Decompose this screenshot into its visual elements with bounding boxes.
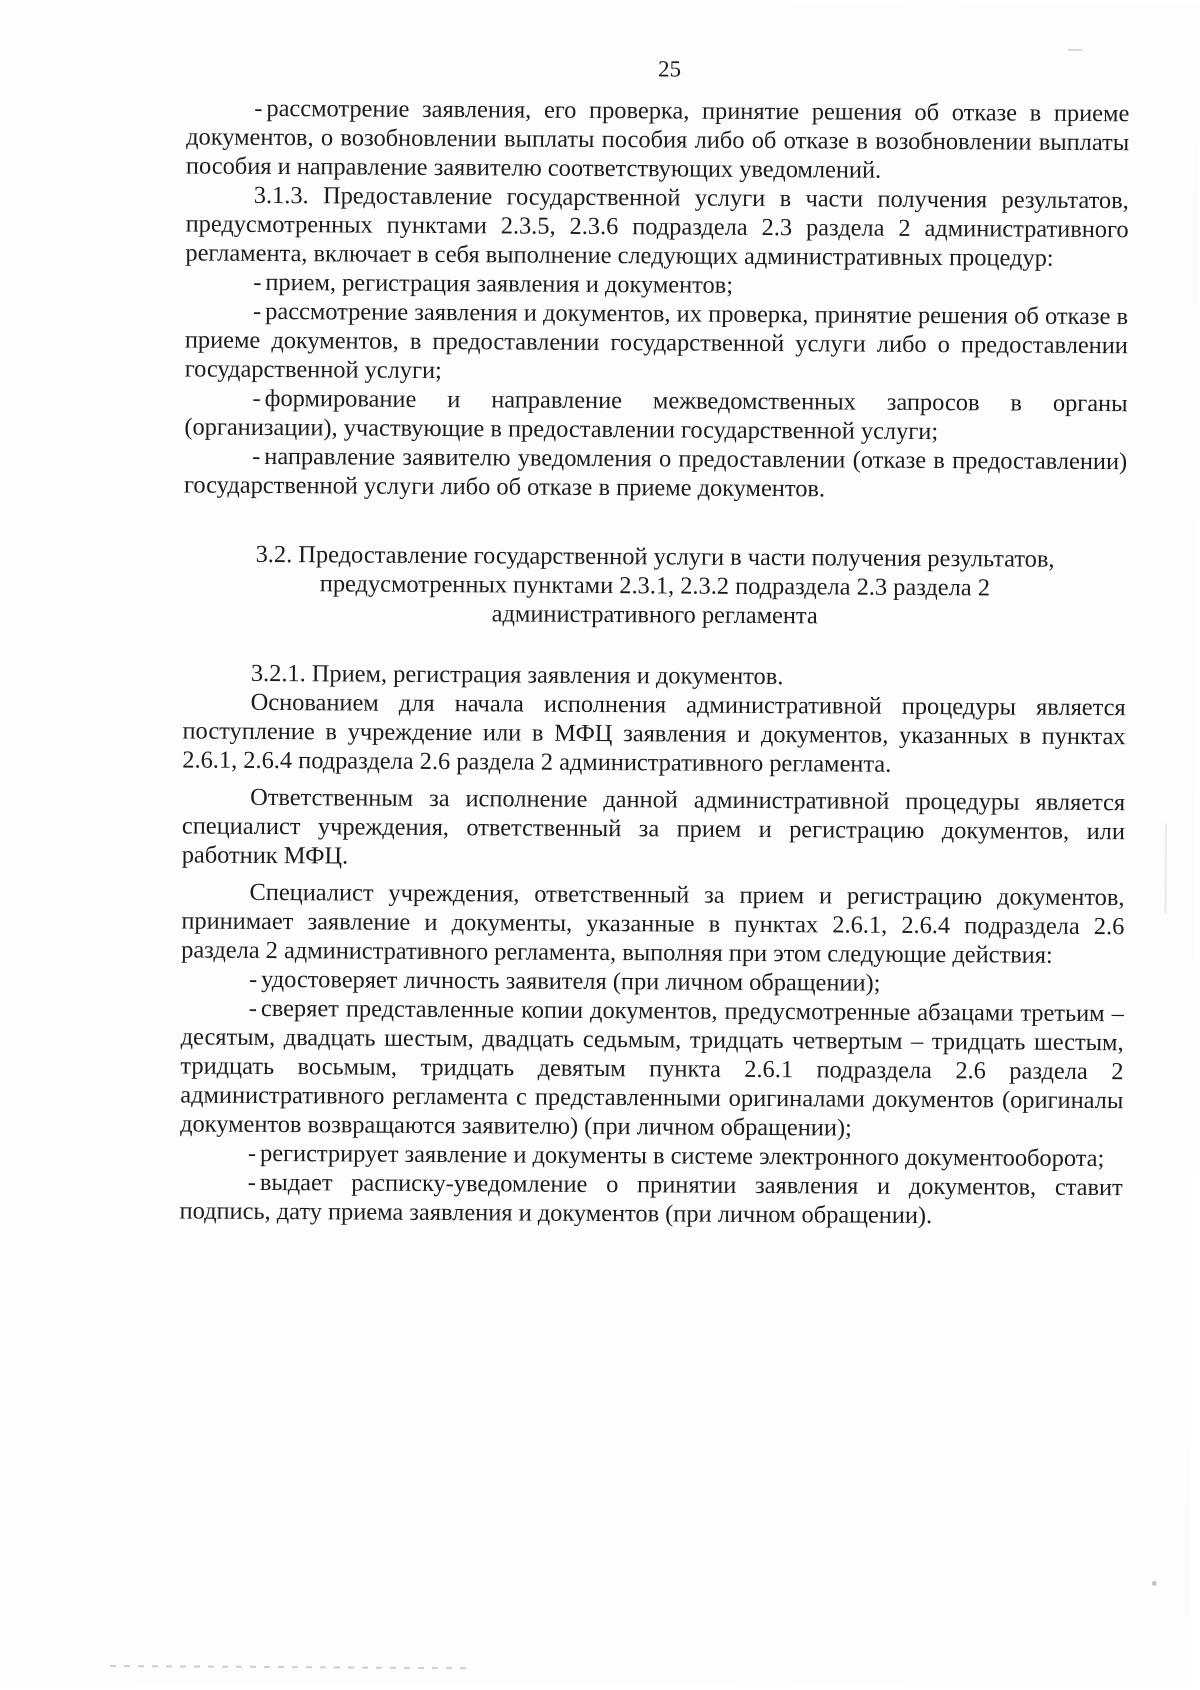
list-item-text: направление заявителю уведомления о предоставлении (отказе в предоставлении) государственной услуги либо об отказе в приеме документов. — [183, 442, 1128, 503]
list-item-text: регистрирует заявление и документы в системе электронного документооборота; — [259, 1139, 1105, 1173]
document-body — [180, 93, 1130, 1231]
list-item-text: выдает расписку-уведомление о принятии заявления и документов, ставит подпись, дату приема заявления и документов (при личном обращении). — [179, 1168, 1123, 1230]
list-item-text: удостоверяет личность заявителя (при личном обращении); — [261, 965, 881, 997]
section-spacer — [184, 499, 1127, 545]
paragraph-basis: Основанием для начала исполнения административной процедуры является поступление в учреждение или в МФЦ заявления и документов, указанных в пунктах 2.6.1, 2.6.4 подраздела 2.6 раздела 2 административного регламента. — [182, 688, 1126, 778]
list-dash: - — [253, 297, 262, 325]
list-item — [184, 441, 1127, 505]
scan-artifact — [1152, 1581, 1156, 1585]
paragraph-3-2-1-title: 3.2.1. Прием, регистрация заявления и документов. — [250, 659, 784, 691]
page-number: 25 — [658, 56, 682, 82]
list-item-text: формирование и направление межведомственных запросов в органы (организации), участвующие в предоставлении государственной услуги; — [184, 384, 1128, 446]
list-dash: - — [253, 268, 262, 296]
section-heading-line: 3.2. Предоставление государственной услуги в части получения результатов, — [255, 540, 1055, 573]
list-item — [185, 296, 1129, 389]
list-item — [180, 993, 1124, 1144]
paragraph-3-1-3: 3.1.3. Предоставление государственной услуги в части получения результатов, предусмотренных пунктами 2.3.5, 2.3.6 подраздела 2.3 раздела 2 административного регламента, включает в себя выполнение следующих административных процедур: — [185, 181, 1129, 272]
list-item — [186, 93, 1130, 186]
list-item-text: прием, регистрация заявления и документов; — [265, 268, 734, 299]
paragraph-specialist: Специалист учреждения, ответственный за прием и регистрацию документов, принимает заявление и документы, указанные в пунктах 2.6.1, 2.6.4 подраздела 2.6 раздела 2 административного регламента, выполняя при этом следующие действия: — [181, 878, 1125, 969]
list-item — [180, 1167, 1123, 1231]
list-item-text: рассмотрение заявления и документов, их проверка, принятие решения об отказе в приеме документов, в предоставлении государственной услуги либо о предоставлении государственной услуги; — [184, 297, 1129, 385]
list-item-text: сверяет представленные копии документов, предусмотренные абзацами третьим – десятым, двадцать шестым, двадцать седьмым, тридцать четвертым – тридцать шестым, тридцать восьмым, тридцать девятым пункта 2.6.1 подраздела 2.6 раздела 2 административного регламента с представленными оригиналами документов (оригиналы документов возвращаются заявителю) (при личном обращении); — [180, 994, 1124, 1142]
section-heading-3-2 — [183, 539, 1127, 632]
section-heading-line: административного регламента — [491, 600, 818, 630]
list-item — [184, 383, 1127, 447]
list-dash: - — [254, 94, 263, 122]
list-dash: - — [247, 1168, 256, 1196]
list-dash: - — [248, 965, 258, 993]
scan-artifact — [1164, 823, 1167, 913]
section-heading-line: предусмотренных пунктами 2.3.1, 2.3.2 подраздела 2.3 раздела 2 — [319, 570, 991, 602]
list-dash: - — [252, 384, 261, 412]
list-dash: - — [252, 442, 261, 470]
paragraph-responsible: Ответственным за исполнение данной административной процедуры является специалист учреждения, ответственный за прием и регистрацию документов, или работник МФЦ. — [181, 783, 1126, 870]
scan-artifact — [1068, 49, 1082, 51]
list-item-text: рассмотрение заявления, его проверка, принятие решения об отказе в приеме документов, о возобновлении выплаты пособия либо об отказе в возобновлении выплаты пособия и направление заявителю соответствующих уведомлений. — [185, 94, 1130, 184]
list-dash: - — [247, 1139, 257, 1167]
scan-artifact — [110, 1665, 470, 1669]
list-dash: - — [248, 994, 258, 1022]
